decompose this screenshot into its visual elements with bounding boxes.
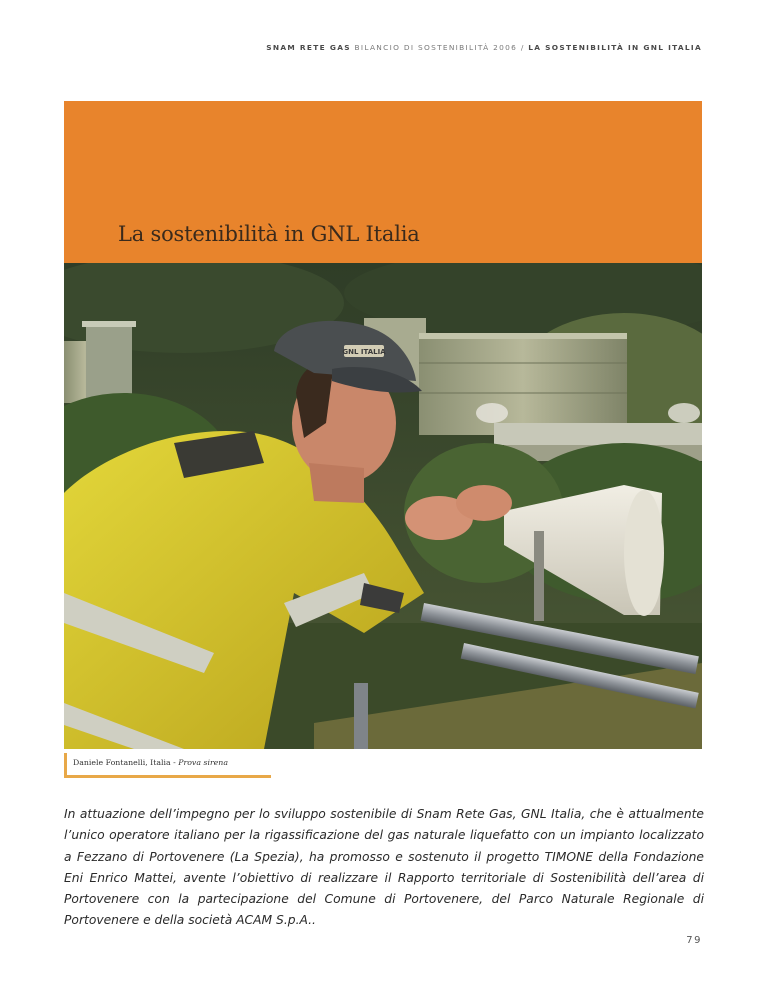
header-brand: SNAM RETE GAS (266, 43, 351, 52)
photo-caption (73, 758, 228, 767)
photo-caption-frame (64, 753, 271, 778)
intro-paragraph: In attuazione dell’impegno per lo sviluppo sostenibile di Snam Rete Gas, GNL Italia, che è attualmente l’unico operatore italiano per la rigassificazione del gas naturale liquefatto con un impianto localizzato a Fezzano di Portovenere (La Spezia), ha promosso e sostenuto il progetto TIMONE della Fondazione Eni Enrico Mattei, avente l’obiettivo di realizzare il Rapporto territoriale di Sostenibilità dell’area di Portovenere con la partecipazione del Comune di Portovenere, del Parco Naturale Regionale di Portovenere e della società ACAM S.p.A.. (64, 807, 704, 928)
running-header (266, 43, 702, 52)
cap-logo: GNL ITALIA (342, 348, 386, 356)
page-number: 79 (686, 935, 702, 946)
header-section: LA SOSTENIBILITÀ IN GNL ITALIA (528, 43, 702, 52)
chapter-photo (64, 263, 702, 749)
photo-illustration (64, 263, 702, 749)
header-separator: / (520, 43, 525, 52)
header-report: BILANCIO DI SOSTENIBILITÀ 2006 (354, 43, 518, 52)
chapter-title: La sostenibilità in GNL Italia (118, 222, 420, 246)
caption-work-title: Prova sirena (178, 758, 228, 767)
caption-credit: Daniele Fontanelli, Italia - (73, 758, 179, 767)
